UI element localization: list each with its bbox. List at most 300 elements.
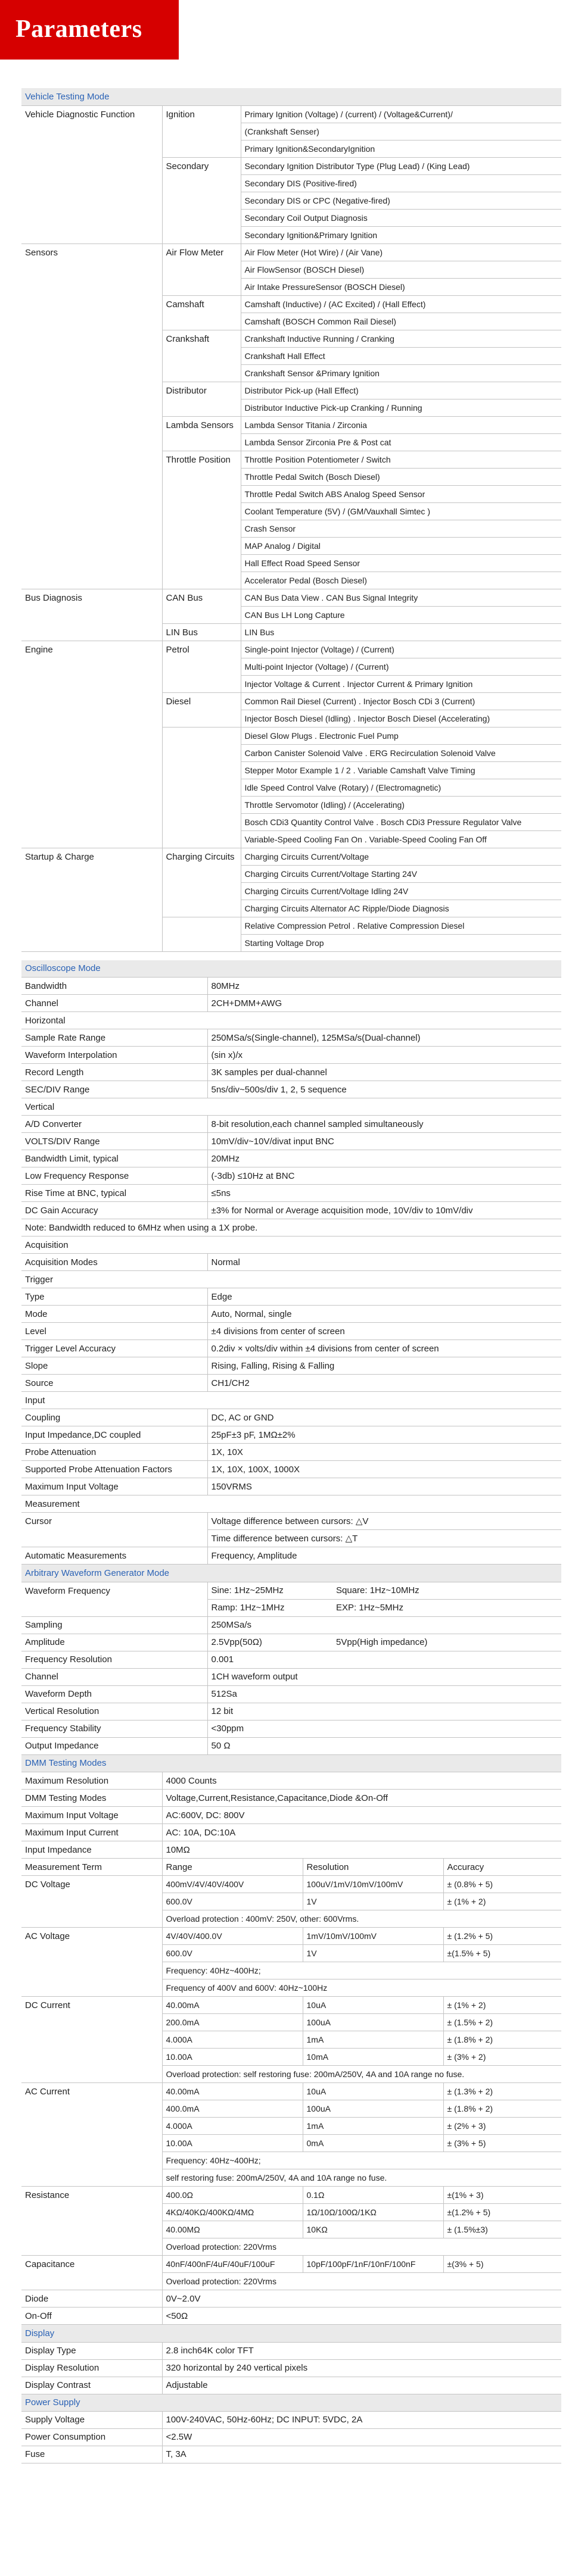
section-header-row (21, 88, 561, 105)
title-banner (0, 0, 179, 60)
spec-label: Waveform Depth (21, 1685, 207, 1703)
measurement-value: 1mV/10mV/100mV (303, 1928, 443, 1945)
category-label: Engine (21, 641, 162, 848)
spec-row (21, 2290, 561, 2308)
spec-row (21, 1807, 561, 1824)
spec-label: Frequency Resolution (21, 1651, 207, 1668)
spec-value: Frequency, Amplitude (207, 1547, 561, 1565)
spec-row (21, 1288, 561, 1306)
spec-row (21, 1616, 561, 1634)
function-item: Primary Ignition&SecondaryIgnition (241, 140, 561, 157)
spec-label: Vertical Resolution (21, 1703, 207, 1720)
spec-label: DC Gain Accuracy (21, 1202, 207, 1219)
spec-label: Probe Attenuation (21, 1444, 207, 1461)
section-title: Vehicle Testing Mode (21, 88, 561, 105)
subsection-row (21, 1271, 561, 1288)
measurement-row (21, 1928, 561, 1945)
spec-row (21, 1047, 561, 1064)
function-item: Distributor Inductive Pick-up Cranking / Running (241, 399, 561, 416)
dmm-table (21, 1755, 561, 2325)
spec-row (21, 1634, 561, 1651)
subcategory-label: Lambda Sensors (162, 416, 241, 451)
spec-row (21, 1409, 561, 1426)
measurement-value: 10KΩ (303, 2221, 443, 2238)
spec-row (21, 2359, 561, 2377)
spec-value: AC:600V, DC: 800V (162, 1807, 561, 1824)
spec-label: Automatic Measurements (21, 1547, 207, 1565)
function-item: Bosch CDi3 Quantity Control Valve . Bosch CDi3 Pressure Regulator Valve (241, 813, 561, 830)
note-text: Note: Bandwidth reduced to 6MHz when using a 1X probe. (21, 1219, 561, 1237)
function-item: Stepper Motor Example 1 / 2 . Variable Camshaft Valve Timing (241, 761, 561, 779)
spec-row (21, 2377, 561, 2394)
measurement-value: 1Ω/10Ω/100Ω/1KΩ (303, 2204, 443, 2221)
measurement-value: 10mA (303, 2049, 443, 2066)
function-item: Diesel Glow Plugs . Electronic Fuel Pump (241, 727, 561, 744)
subcategory-label: Distributor (162, 382, 241, 416)
spec-row (21, 848, 561, 865)
spec-label: Sampling (21, 1616, 207, 1634)
spec-label: Sample Rate Range (21, 1029, 207, 1047)
spec-row (21, 2428, 561, 2446)
spec-label: Channel (21, 1668, 207, 1685)
measurement-value: ± (3% + 2) (443, 2049, 561, 2066)
spec-label: VOLTS/DIV Range (21, 1133, 207, 1150)
measurement-row (21, 1876, 561, 1893)
section-title: DMM Testing Modes (21, 1755, 561, 1772)
spec-value: ±4 divisions from center of screen (207, 1323, 561, 1340)
spec-label: Amplitude (21, 1634, 207, 1651)
subcategory-label: CAN Bus (162, 589, 241, 623)
spec-value: 512Sa (207, 1685, 561, 1703)
spec-value: DC, AC or GND (207, 1409, 561, 1426)
function-item: Secondary Ignition Distributor Type (Plug Lead) / (King Lead) (241, 157, 561, 174)
spec-label: SEC/DIV Range (21, 1081, 207, 1098)
measurement-term: DC Current (21, 1997, 162, 2083)
measurement-value: 400mV/4V/40V/400V (162, 1876, 303, 1893)
spec-row (21, 1081, 561, 1098)
section-header-row (21, 2394, 561, 2411)
spec-row (21, 1444, 561, 1461)
function-item: CAN Bus LH Long Capture (241, 606, 561, 623)
spec-label: Supply Voltage (21, 2411, 162, 2428)
measurement-value: ± (1.8% + 2) (443, 2031, 561, 2049)
subcategory-label: Ignition (162, 105, 241, 157)
measurement-value: ± (3% + 5) (443, 2135, 561, 2152)
spec-label: Source (21, 1375, 207, 1392)
spec-label: Low Frequency Response (21, 1167, 207, 1185)
note-text: Frequency: 40Hz~400Hz; (162, 1962, 561, 1979)
subsection-label: Input (21, 1392, 561, 1409)
section-header-row (21, 960, 561, 978)
note-row (21, 1219, 561, 1237)
function-item: Charging Circuits Current/Voltage (241, 848, 561, 865)
subsection-label: Trigger (21, 1271, 561, 1288)
measurement-value: 4.000A (162, 2031, 303, 2049)
spec-row (21, 1357, 561, 1375)
spec-value: Ramp: 1Hz~1MHz (207, 1599, 332, 1616)
spec-value: 25pF±3 pF, 1MΩ±2% (207, 1426, 561, 1444)
spec-value: ≤5ns (207, 1185, 561, 1202)
category-label: Bus Diagnosis (21, 589, 162, 641)
measurement-value: 1V (303, 1893, 443, 1910)
function-item: Secondary Ignition&Primary Ignition (241, 226, 561, 243)
page-title: Parameters (15, 15, 142, 43)
spec-value: 80MHz (207, 978, 561, 995)
measurement-value: ± (1% + 2) (443, 1893, 561, 1910)
spec-label: Frequency Stability (21, 1720, 207, 1737)
spec-label: DMM Testing Modes (21, 1790, 162, 1807)
spec-label: Trigger Level Accuracy (21, 1340, 207, 1357)
spec-label: Bandwidth Limit, typical (21, 1150, 207, 1167)
function-item: Injector Bosch Diesel (Idling) . Injector Bosch Diesel (Accelerating) (241, 710, 561, 727)
measurement-value: ± (1.3% + 2) (443, 2083, 561, 2100)
spec-value: AC: 10A, DC:10A (162, 1824, 561, 1841)
spec-row (21, 243, 561, 261)
function-item: Throttle Position Potentiometer / Switch (241, 451, 561, 468)
measurement-value: 100uA (303, 2100, 443, 2118)
spec-label: Slope (21, 1357, 207, 1375)
measurement-value: ±(1% + 3) (443, 2187, 561, 2204)
measurement-value: ± (1.5% + 2) (443, 2014, 561, 2031)
spec-value: EXP: 1Hz~5MHz (332, 1599, 561, 1616)
function-item: Secondary Coil Output Diagnosis (241, 209, 561, 226)
function-item: Charging Circuits Alternator AC Ripple/Diode Diagnosis (241, 900, 561, 917)
function-item: Distributor Pick-up (Hall Effect) (241, 382, 561, 399)
category-label: Sensors (21, 243, 162, 589)
spec-value: 20MHz (207, 1150, 561, 1167)
spec-row (21, 995, 561, 1012)
spec-row (21, 1513, 561, 1530)
spec-label: Record Length (21, 1064, 207, 1081)
spec-value: 12 bit (207, 1703, 561, 1720)
spec-row (21, 1306, 561, 1323)
spec-row (21, 1737, 561, 1754)
function-item: Relative Compression Petrol . Relative Compression Diesel (241, 917, 561, 934)
measurement-value: ± (1.2% + 5) (443, 1928, 561, 1945)
spec-row (21, 1547, 561, 1565)
spec-value: <50Ω (162, 2308, 561, 2325)
spec-value: 3K samples per dual-channel (207, 1064, 561, 1081)
function-item: Crankshaft Sensor &Primary Ignition (241, 364, 561, 382)
spec-label: Coupling (21, 1409, 207, 1426)
function-item: Air Flow Meter (Hot Wire) / (Air Vane) (241, 243, 561, 261)
function-item: Coolant Temperature (5V) / (GM/Vauxhall Simtec ) (241, 502, 561, 520)
subsection-label: Measurement (21, 1495, 561, 1513)
function-item: Crash Sensor (241, 520, 561, 537)
spec-value: 1X, 10X (207, 1444, 561, 1461)
spec-label: Input Impedance (21, 1841, 162, 1859)
measurement-row (21, 2187, 561, 2204)
section-header-row (21, 2325, 561, 2342)
spec-value: 1CH waveform output (207, 1668, 561, 1685)
section-title: Arbitrary Waveform Generator Mode (21, 1565, 561, 1582)
measurement-value: 4.000A (162, 2118, 303, 2135)
spec-row (21, 1202, 561, 1219)
measurement-value: 40nF/400nF/4uF/40uF/100uF (162, 2256, 303, 2273)
function-item: Charging Circuits Current/Voltage Starting 24V (241, 865, 561, 882)
note-text: Overload protection: 220Vrms (162, 2238, 561, 2256)
spec-label: Maximum Input Voltage (21, 1478, 207, 1495)
measurement-value: 100uV/1mV/10mV/100mV (303, 1876, 443, 1893)
measurement-term: AC Current (21, 2083, 162, 2187)
category-label: Vehicle Diagnostic Function (21, 105, 162, 243)
spec-row (21, 1029, 561, 1047)
measurement-value: ±(1.2% + 5) (443, 2204, 561, 2221)
spec-label: Mode (21, 1306, 207, 1323)
function-item: (Crankshaft Senser) (241, 123, 561, 140)
spec-label: Maximum Input Current (21, 1824, 162, 1841)
spec-row (21, 641, 561, 658)
function-item: Primary Ignition (Voltage) / (current) / (Voltage&Current)/ (241, 105, 561, 123)
note-text: Overload protection : 400mV: 250V, other: 600Vrms. (162, 1910, 561, 1928)
function-item: LIN Bus (241, 623, 561, 641)
function-item: Camshaft (BOSCH Common Rail Diesel) (241, 313, 561, 330)
measurement-value: 400.0Ω (162, 2187, 303, 2204)
measurement-value: 10uA (303, 1997, 443, 2014)
spec-value: 10MΩ (162, 1841, 561, 1859)
spec-row (21, 1167, 561, 1185)
spec-value: 320 horizontal by 240 vertical pixels (162, 2359, 561, 2377)
spec-row (21, 1478, 561, 1495)
spec-value: Voltage,Current,Resistance,Capacitance,Diode &On-Off (162, 1790, 561, 1807)
spec-row (21, 1185, 561, 1202)
subcategory-label: Camshaft (162, 295, 241, 330)
spec-value: CH1/CH2 (207, 1375, 561, 1392)
spec-row (21, 978, 561, 995)
spec-row (21, 1116, 561, 1133)
subsection-label: Vertical (21, 1098, 561, 1116)
section-header-row (21, 1755, 561, 1772)
measurement-value: ± (1% + 2) (443, 1997, 561, 2014)
measurement-row (21, 2083, 561, 2100)
subsection-row (21, 1392, 561, 1409)
measurement-value: 0mA (303, 2135, 443, 2152)
note-text: Overload protection: self restoring fuse: 200mA/250V, 4A and 10A range no fuse. (162, 2066, 561, 2083)
measurement-value: 4V/40V/400.0V (162, 1928, 303, 1945)
measurement-value: ± (0.8% + 5) (443, 1876, 561, 1893)
spec-value: 1X, 10X, 100X, 1000X (207, 1461, 561, 1478)
function-item: Throttle Pedal Switch ABS Analog Speed Sensor (241, 485, 561, 502)
spec-row (21, 105, 561, 123)
spec-label: Level (21, 1323, 207, 1340)
spec-label: Display Contrast (21, 2377, 162, 2394)
oscilloscope-table (21, 960, 561, 1565)
spec-value: 5ns/div~500s/div 1, 2, 5 sequence (207, 1081, 561, 1098)
function-item: Carbon Canister Solenoid Valve . ERG Recirculation Solenoid Valve (241, 744, 561, 761)
column-header: Measurement Term (21, 1859, 162, 1876)
function-item: MAP Analog / Digital (241, 537, 561, 554)
spec-row (21, 1790, 561, 1807)
spec-row (21, 1426, 561, 1444)
spec-row (21, 1841, 561, 1859)
spec-value: (-3db) ≤10Hz at BNC (207, 1167, 561, 1185)
measurement-value: 1mA (303, 2031, 443, 2049)
function-item: Injector Voltage & Current . Injector Current & Primary Ignition (241, 675, 561, 692)
measurement-value: 4KΩ/40KΩ/400KΩ/4MΩ (162, 2204, 303, 2221)
spec-row (21, 1772, 561, 1790)
spec-label: Diode (21, 2290, 162, 2308)
measurement-value: ± (2% + 3) (443, 2118, 561, 2135)
subsection-label: Acquisition (21, 1237, 561, 1254)
spec-row (21, 1064, 561, 1081)
spec-row (21, 1254, 561, 1271)
spec-label: Display Type (21, 2342, 162, 2359)
vehicle-testing-table (21, 88, 561, 952)
section-title: Oscilloscope Mode (21, 960, 561, 978)
measurement-value: 100uA (303, 2014, 443, 2031)
measurement-term: AC Voltage (21, 1928, 162, 1997)
spec-label: Display Resolution (21, 2359, 162, 2377)
spec-value: Square: 1Hz~10MHz (332, 1582, 561, 1599)
measurement-value: 0.1Ω (303, 2187, 443, 2204)
measurement-value: 40.00mA (162, 1997, 303, 2014)
note-text: Frequency of 400V and 600V: 40Hz~100Hz (162, 1979, 561, 1997)
spec-label: A/D Converter (21, 1116, 207, 1133)
subcategory-label: Crankshaft (162, 330, 241, 382)
spec-row (21, 589, 561, 606)
spec-value: <2.5W (162, 2428, 561, 2446)
spec-value: 2.8 inch64K color TFT (162, 2342, 561, 2359)
spec-value: 150VRMS (207, 1478, 561, 1495)
subcategory-label: LIN Bus (162, 623, 241, 641)
column-header: Accuracy (443, 1859, 561, 1876)
measurement-value: 10.00A (162, 2135, 303, 2152)
section-title: Display (21, 2325, 561, 2342)
subsection-row (21, 1012, 561, 1029)
measurement-term: Capacitance (21, 2256, 162, 2290)
spec-label: Maximum Resolution (21, 1772, 162, 1790)
spec-value: (sin x)/x (207, 1047, 561, 1064)
spec-row (21, 1375, 561, 1392)
measurement-value: ± (1.5%±3) (443, 2221, 561, 2238)
spec-value: 250MSa/s (207, 1616, 561, 1634)
function-item: Lambda Sensor Zirconia Pre & Post cat (241, 433, 561, 451)
spec-label: Waveform Interpolation (21, 1047, 207, 1064)
spec-value: Adjustable (162, 2377, 561, 2394)
awg-table (21, 1565, 561, 1755)
spec-label: Maximum Input Voltage (21, 1807, 162, 1824)
measurement-value: 1mA (303, 2118, 443, 2135)
spec-row (21, 1651, 561, 1668)
function-item: Single-point Injector (Voltage) / (Current) (241, 641, 561, 658)
spec-value: Edge (207, 1288, 561, 1306)
spec-row (21, 2308, 561, 2325)
measurement-value: 10pF/100pF/1nF/10nF/100nF (303, 2256, 443, 2273)
spec-value: 2CH+DMM+AWG (207, 995, 561, 1012)
spec-label: Input Impedance,DC coupled (21, 1426, 207, 1444)
spec-row (21, 1685, 561, 1703)
function-item: Multi-point Injector (Voltage) / (Current) (241, 658, 561, 675)
subcategory-label: Diesel (162, 692, 241, 727)
spec-label: Cursor (21, 1513, 207, 1547)
spec-row (21, 1461, 561, 1478)
spec-value: 250MSa/s(Single-channel), 125MSa/s(Dual-channel) (207, 1029, 561, 1047)
measurement-row (21, 2256, 561, 2273)
spec-label: Bandwidth (21, 978, 207, 995)
spec-row (21, 1824, 561, 1841)
function-item: Air FlowSensor (BOSCH Diesel) (241, 261, 561, 278)
function-item: CAN Bus Data View . CAN Bus Signal Integrity (241, 589, 561, 606)
function-item: Throttle Pedal Switch (Bosch Diesel) (241, 468, 561, 485)
function-item: Crankshaft Hall Effect (241, 347, 561, 364)
subsection-row (21, 1098, 561, 1116)
measurement-value: 600.0V (162, 1945, 303, 1962)
spec-row (21, 1133, 561, 1150)
spec-value: 0.2div × volts/div within ±4 divisions from center of screen (207, 1340, 561, 1357)
section-title: Power Supply (21, 2394, 561, 2411)
spec-value: 10mV/div~10V/divat input BNC (207, 1133, 561, 1150)
spec-value: Normal (207, 1254, 561, 1271)
spec-value: Time difference between cursors: △T (207, 1530, 561, 1547)
spec-value: Rising, Falling, Rising & Falling (207, 1357, 561, 1375)
measurement-value: 400.0mA (162, 2100, 303, 2118)
spec-row (21, 1668, 561, 1685)
spec-value: Auto, Normal, single (207, 1306, 561, 1323)
function-item: Secondary DIS or CPC (Negative-fired) (241, 192, 561, 209)
spec-row (21, 1703, 561, 1720)
function-item: Lambda Sensor Titania / Zirconia (241, 416, 561, 433)
subcategory-label (162, 917, 241, 951)
note-text: Overload protection: 220Vrms (162, 2273, 561, 2290)
spec-value: 100V-240VAC, 50Hz-60Hz; DC INPUT: 5VDC, 2A (162, 2411, 561, 2428)
spec-label: Power Consumption (21, 2428, 162, 2446)
measurement-value: ± (1.8% + 2) (443, 2100, 561, 2118)
subcategory-label: Petrol (162, 641, 241, 692)
subcategory-label: Throttle Position (162, 451, 241, 589)
column-header: Range (162, 1859, 303, 1876)
spec-value: 2.5Vpp(50Ω) (207, 1634, 332, 1651)
note-text: Frequency: 40Hz~400Hz; (162, 2152, 561, 2169)
function-item: Variable-Speed Cooling Fan On . Variable-Speed Cooling Fan Off (241, 830, 561, 848)
function-item: Camshaft (Inductive) / (AC Excited) / (Hall Effect) (241, 295, 561, 313)
spec-row (21, 1150, 561, 1167)
spec-value: 50 Ω (207, 1737, 561, 1754)
spec-row (21, 1720, 561, 1737)
function-item: Common Rail Diesel (Current) . Injector Bosch CDi 3 (Current) (241, 692, 561, 710)
subsection-row (21, 1237, 561, 1254)
header-row (21, 1859, 561, 1876)
spec-label: Supported Probe Attenuation Factors (21, 1461, 207, 1478)
note-text: self restoring fuse: 200mA/250V, 4A and 10A range no fuse. (162, 2169, 561, 2187)
measurement-term: DC Voltage (21, 1876, 162, 1928)
spec-label: Acquisition Modes (21, 1254, 207, 1271)
function-item: Crankshaft Inductive Running / Cranking (241, 330, 561, 347)
spec-value: 4000 Counts (162, 1772, 561, 1790)
spec-value: T, 3A (162, 2446, 561, 2463)
function-item: Throttle Servomotor (Idling) / (Accelerating) (241, 796, 561, 813)
measurement-value: 10uA (303, 2083, 443, 2100)
subcategory-label: Secondary (162, 157, 241, 243)
measurement-value: 40.00MΩ (162, 2221, 303, 2238)
spec-value: Sine: 1Hz~25MHz (207, 1582, 332, 1599)
subcategory-label (162, 727, 241, 848)
spec-value: ±3% for Normal or Average acquisition mode, 10V/div to 10mV/div (207, 1202, 561, 1219)
spec-row (21, 2446, 561, 2463)
spec-row (21, 2342, 561, 2359)
subsection-row (21, 1495, 561, 1513)
column-header: Resolution (303, 1859, 443, 1876)
display-table (21, 2325, 561, 2463)
measurement-row (21, 1997, 561, 2014)
spec-label: Channel (21, 995, 207, 1012)
measurement-term: Resistance (21, 2187, 162, 2256)
spec-label: On-Off (21, 2308, 162, 2325)
section-header-row (21, 1565, 561, 1582)
spec-value: Voltage difference between cursors: △V (207, 1513, 561, 1530)
function-item: Idle Speed Control Valve (Rotary) / (Electromagnetic) (241, 779, 561, 796)
spec-label: Fuse (21, 2446, 162, 2463)
spec-row (21, 1340, 561, 1357)
